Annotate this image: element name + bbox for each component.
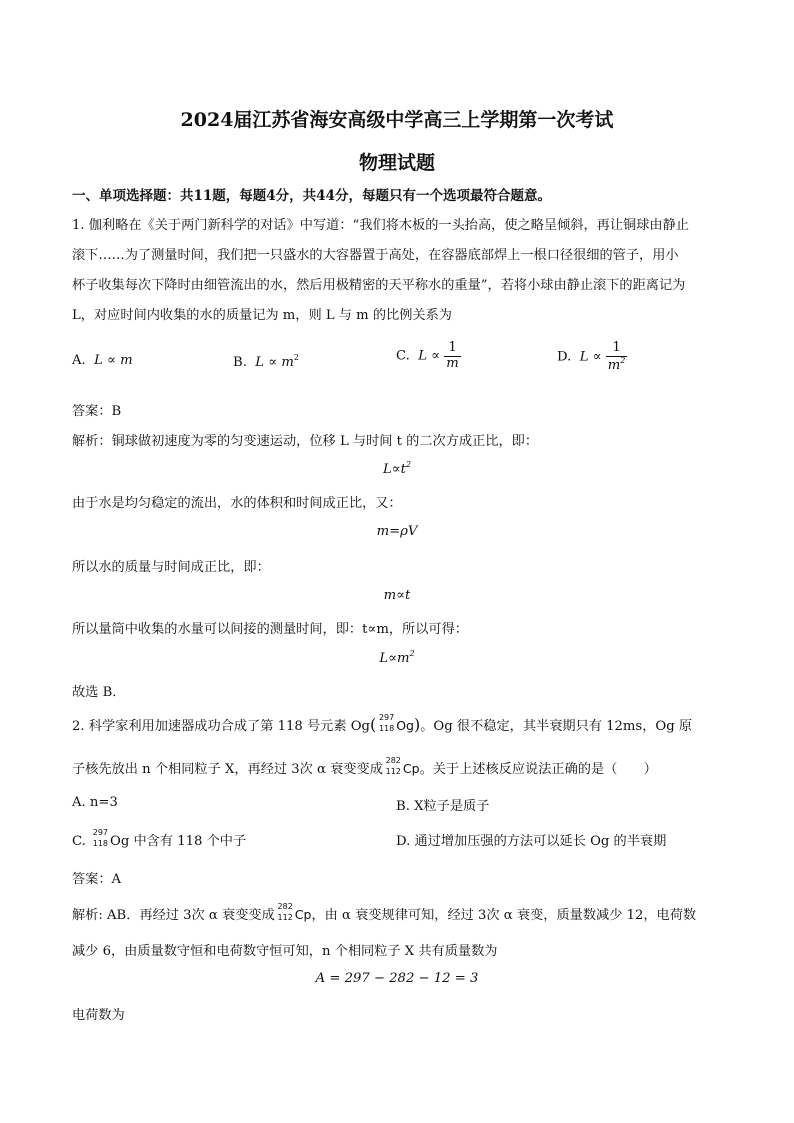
q2-option-d: D. 通过增加压强的方法可以延长 Og 的半衰期 — [396, 834, 667, 849]
q1-line-4: L，对应时间内收集的水的质量记为 m，则 L 与 m 的比例关系为 — [72, 308, 452, 323]
q1-analysis-4: 所以量筒中收集的水量可以间接的测量时间，即：t∝m，所以可得： — [72, 622, 468, 637]
q1-option-a: A. L ∝ m — [72, 353, 133, 368]
q1-option-d: D. L ∝ $\frac{1}{m^2}$ — [557, 340, 626, 373]
q2-equation: A = 297 − 282 − 12 = 3 — [315, 971, 479, 986]
q1-answer: 答案：B — [72, 404, 122, 419]
q2-option-c: C. 297 118 Og 中含有 118 个中子 — [72, 828, 247, 849]
q1-equation-3: m∝t — [383, 588, 411, 603]
q1-conclusion: 故选 B． — [72, 685, 126, 700]
q2-line-1: 2. 科学家利用加速器成功合成了第 118 号元素 Og( 297 118 Og)。Og 很不稳定，其半衰期只有 12ms，Og 原 — [72, 713, 693, 734]
q1-equation-2: m=ρV — [376, 524, 418, 539]
q1-equation-4: $L\propto m^2$ — [379, 649, 415, 666]
q1-equation-1: $L\propto t^2$ — [382, 460, 412, 477]
q1-option-c: C. L ∝ $\frac{1}{m}$ — [396, 340, 459, 371]
fraction: $\frac{1}{m}$ — [446, 340, 459, 371]
document-subtitle: 物理试题 — [358, 152, 435, 174]
q2-analysis-2: 减少 6，由质量数守恒和电荷数守恒可知，n 个相同粒子 X 共有质量数为 — [72, 944, 498, 959]
fraction: $\frac{1}{m^2}$ — [607, 340, 626, 373]
document-title: 2024届江苏省海安高级中学高三上学期第一次考试 — [180, 109, 614, 131]
q2-analysis-3: 电荷数为 — [72, 1008, 125, 1023]
q1-line-3: 杯子收集每次下降时由细管流出的水，然后用极精密的天平称水的重量”，若将小球由静止滚下的距离记为 — [72, 278, 686, 293]
q2-option-b: B. X粒子是质子 — [396, 799, 490, 814]
section-heading: 一、单项选择题：共11题，每题4分，共44分，每题只有一个选项最符合题意。 — [72, 188, 551, 204]
q1-line-1: 1. 伽利略在《关于两门新科学的对话》中写道：“我们将木板的一头抬高，使之略呈倾斜，再让铜球由静止 — [72, 218, 689, 233]
q2-analysis-1: 解析: AB．再经过 3次 α 衰变变成 282 112 Cp，由 α 衰变规律可知，经过 3次 α 衰变，质量数减少 12，电荷数 — [72, 902, 697, 923]
q1-line-2: 滚下……为了测量时间，我们把一只盛水的大容器置于高处，在容器底部焊上一根口径很细的管子，用小 — [72, 248, 679, 263]
q1-option-b: B. $L \propto m^2$ — [233, 353, 299, 370]
q1-analysis-3: 所以水的质量与时间成正比，即： — [72, 560, 270, 575]
q2-option-a: A. n=3 — [72, 795, 118, 810]
q1-analysis-2: 由于水是均匀稳定的流出，水的体积和时间成正比，又： — [72, 496, 402, 511]
q2-answer: 答案：A — [72, 872, 122, 887]
nuclide-og: 297 118 — [378, 713, 395, 733]
q1-analysis-1: 解析：铜球做初速度为零的匀变速运动，位移 L 与时间 t 的二次方成正比，即： — [72, 434, 539, 449]
q2-line-2: 子核先放出 n 个相同粒子 X，再经过 3次 α 衰变变成 282 112 Cp。关于上述核反应说法正确的是（ ） — [72, 756, 657, 777]
nuclide-cp: 282 112 — [277, 902, 293, 922]
nuclide-cp: 282 112 — [385, 756, 401, 776]
